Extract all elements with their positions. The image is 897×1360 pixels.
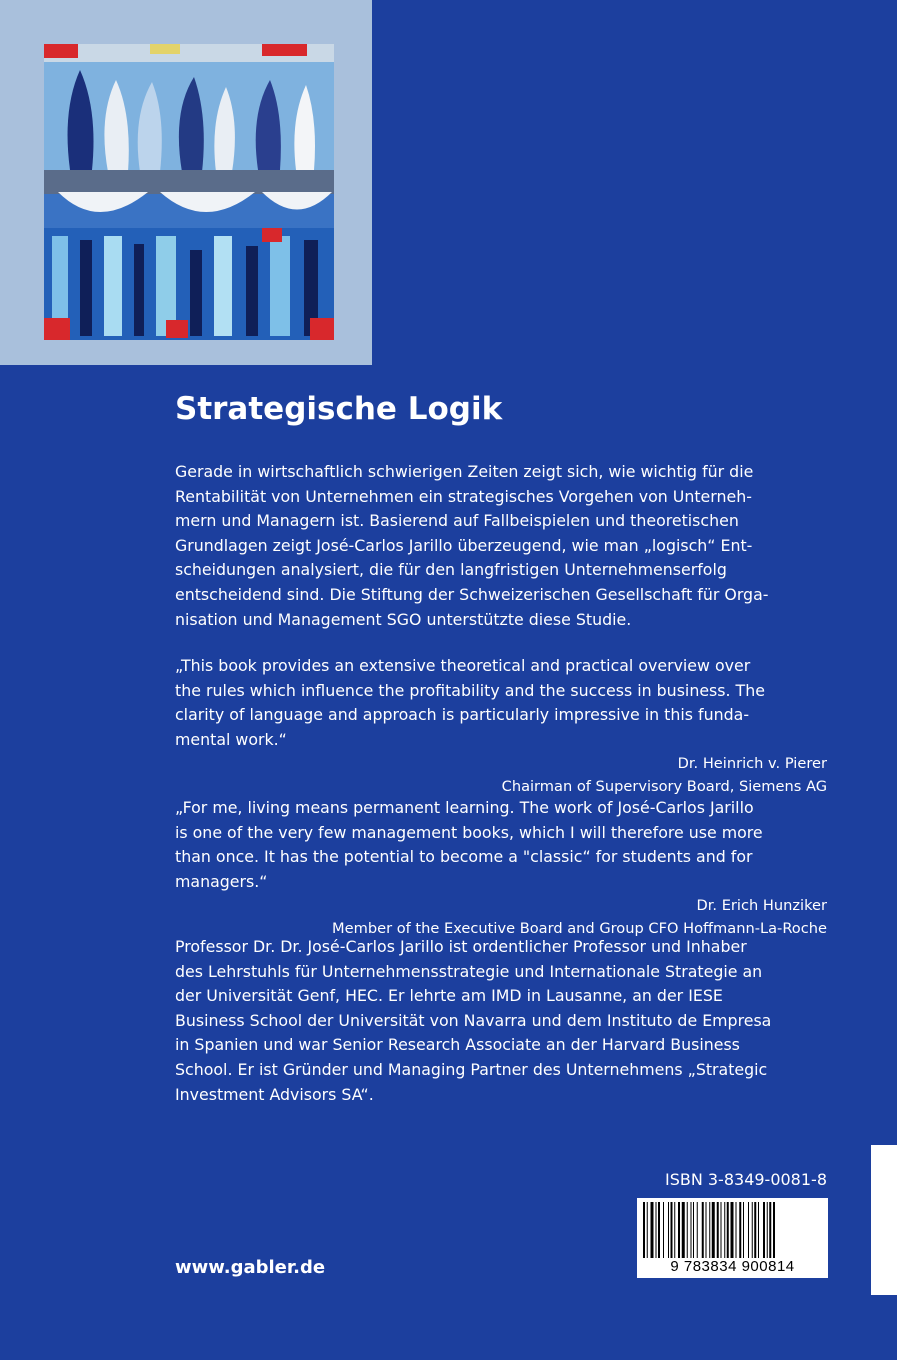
barcode-bar (687, 1202, 688, 1260)
publisher-url: www.gabler.de (175, 1257, 326, 1278)
barcode-bar (706, 1202, 707, 1260)
quote-pierer (175, 654, 827, 798)
barcode-bar (752, 1202, 753, 1260)
barcode-bar (736, 1202, 737, 1260)
barcode-bar (674, 1202, 675, 1260)
barcode-bar (691, 1202, 692, 1260)
barcode-bar (731, 1202, 734, 1260)
barcode-bar (671, 1202, 673, 1260)
barcode-bar (678, 1202, 680, 1260)
barcode-bar (748, 1202, 749, 1260)
intro-line: Gerade in wirtschaftlich schwierigen Zeiten zeigt sich, wie wichtig für die (175, 462, 754, 481)
quote-author: Dr. Heinrich v. Pierer (677, 755, 827, 773)
intro-line: Grundlagen zeigt José-Carlos Jarillo überzeugend, wie man „logisch“ Ent- (175, 535, 753, 555)
barcode-bar (709, 1202, 710, 1260)
barcode-bar (739, 1202, 741, 1260)
bio-line: School. Er ist Gründer und Managing Partner des Unternehmens „Strategic (175, 1059, 768, 1079)
barcode-bar (702, 1202, 704, 1260)
quote-line: is one of the very few management books, which I will therefore use more (175, 822, 763, 842)
bio-line: Investment Advisors SA“. (175, 1084, 374, 1104)
intro-line: Rentabilität von Unternehmen ein strategisches Vorgehen von Unterneh- (175, 486, 752, 506)
intro-line: scheidungen analysiert, die für den langfristigen Unternehmenserfolg (175, 560, 727, 580)
barcode-bar (656, 1202, 657, 1260)
barcode-bar (763, 1202, 765, 1260)
barcode (637, 1198, 828, 1278)
spine-tab (871, 1145, 897, 1295)
quote-line: „For me, living means permanent learning. The work of José-Carlos Jarillo (175, 798, 754, 817)
bio-line: des Lehrstuhls für Unternehmensstrategie und Internationale Strategie an (175, 961, 763, 981)
intro-line: entscheidend sind. Die Stiftung der Schweizerischen Gesellschaft für Orga- (175, 584, 769, 604)
quote-line: mental work.“ (175, 729, 287, 749)
barcode-bar (721, 1202, 722, 1260)
quote-author-role: Chairman of Supervisory Board, Siemens AG (501, 778, 827, 796)
barcode-bar (647, 1202, 648, 1260)
isbn-number: ISBN 3-8349-0081-8 (664, 1170, 827, 1189)
barcode-bar (724, 1202, 725, 1260)
quote-line: the rules which influence the profitability and the success in business. The (175, 680, 765, 700)
quote-line: than once. It has the potential to become a "classic“ for students and for (175, 847, 753, 867)
bio-line: in Spanien und war Senior Research Associate an der Harvard Business (175, 1035, 740, 1055)
barcode-bar (743, 1202, 744, 1260)
barcode-bar (682, 1202, 685, 1260)
intro-line: mern und Managern ist. Basierend auf Fallbeispielen und theoretischen (175, 511, 739, 531)
barcode-bar (643, 1202, 645, 1260)
bio-line: Business School der Universität von Navarra und dem Instituto de Empresa (175, 1010, 772, 1030)
quote-author-role: Member of the Executive Board and Group CFO Hoffmann-La-Roche (332, 920, 827, 938)
barcode-bar (693, 1202, 694, 1260)
barcode-digits: 9 783834 900814 (641, 1258, 824, 1275)
barcode-bar (754, 1202, 756, 1260)
cover-artwork (0, 0, 372, 365)
barcode-bar (758, 1202, 759, 1260)
barcode-bar (697, 1202, 698, 1260)
barcode-bar (769, 1202, 771, 1260)
barcode-bar (727, 1202, 729, 1260)
barcode-bar (767, 1202, 768, 1260)
barcode-bar (712, 1202, 715, 1260)
author-bio (175, 935, 827, 1107)
quote-author: Dr. Erich Hunziker (696, 897, 827, 915)
barcode-bar (651, 1202, 654, 1260)
cover-artwork-panel (0, 0, 372, 365)
barcode-bar (773, 1202, 775, 1260)
quote-line: „This book provides an extensive theoretical and practical overview over (175, 656, 751, 675)
intro-line: nisation und Management SGO unterstützte diese Studie. (175, 609, 632, 629)
barcode-bar (668, 1202, 669, 1260)
intro-paragraph (175, 460, 827, 632)
barcode-bar (663, 1202, 664, 1260)
bio-line: Professor Dr. Dr. José-Carlos Jarillo ist ordentlicher Professor und Inhaber (175, 937, 747, 956)
quote-line: managers.“ (175, 871, 268, 891)
barcode-bar (658, 1202, 660, 1260)
book-title: Strategische Logik (175, 391, 503, 427)
barcode-bar (717, 1202, 719, 1260)
quote-line: clarity of language and approach is particularly impressive in this funda- (175, 705, 750, 725)
bio-line: der Universität Genf, HEC. Er lehrte am IMD in Lausanne, an der IESE (175, 986, 723, 1006)
quote-hunziker (175, 796, 827, 940)
